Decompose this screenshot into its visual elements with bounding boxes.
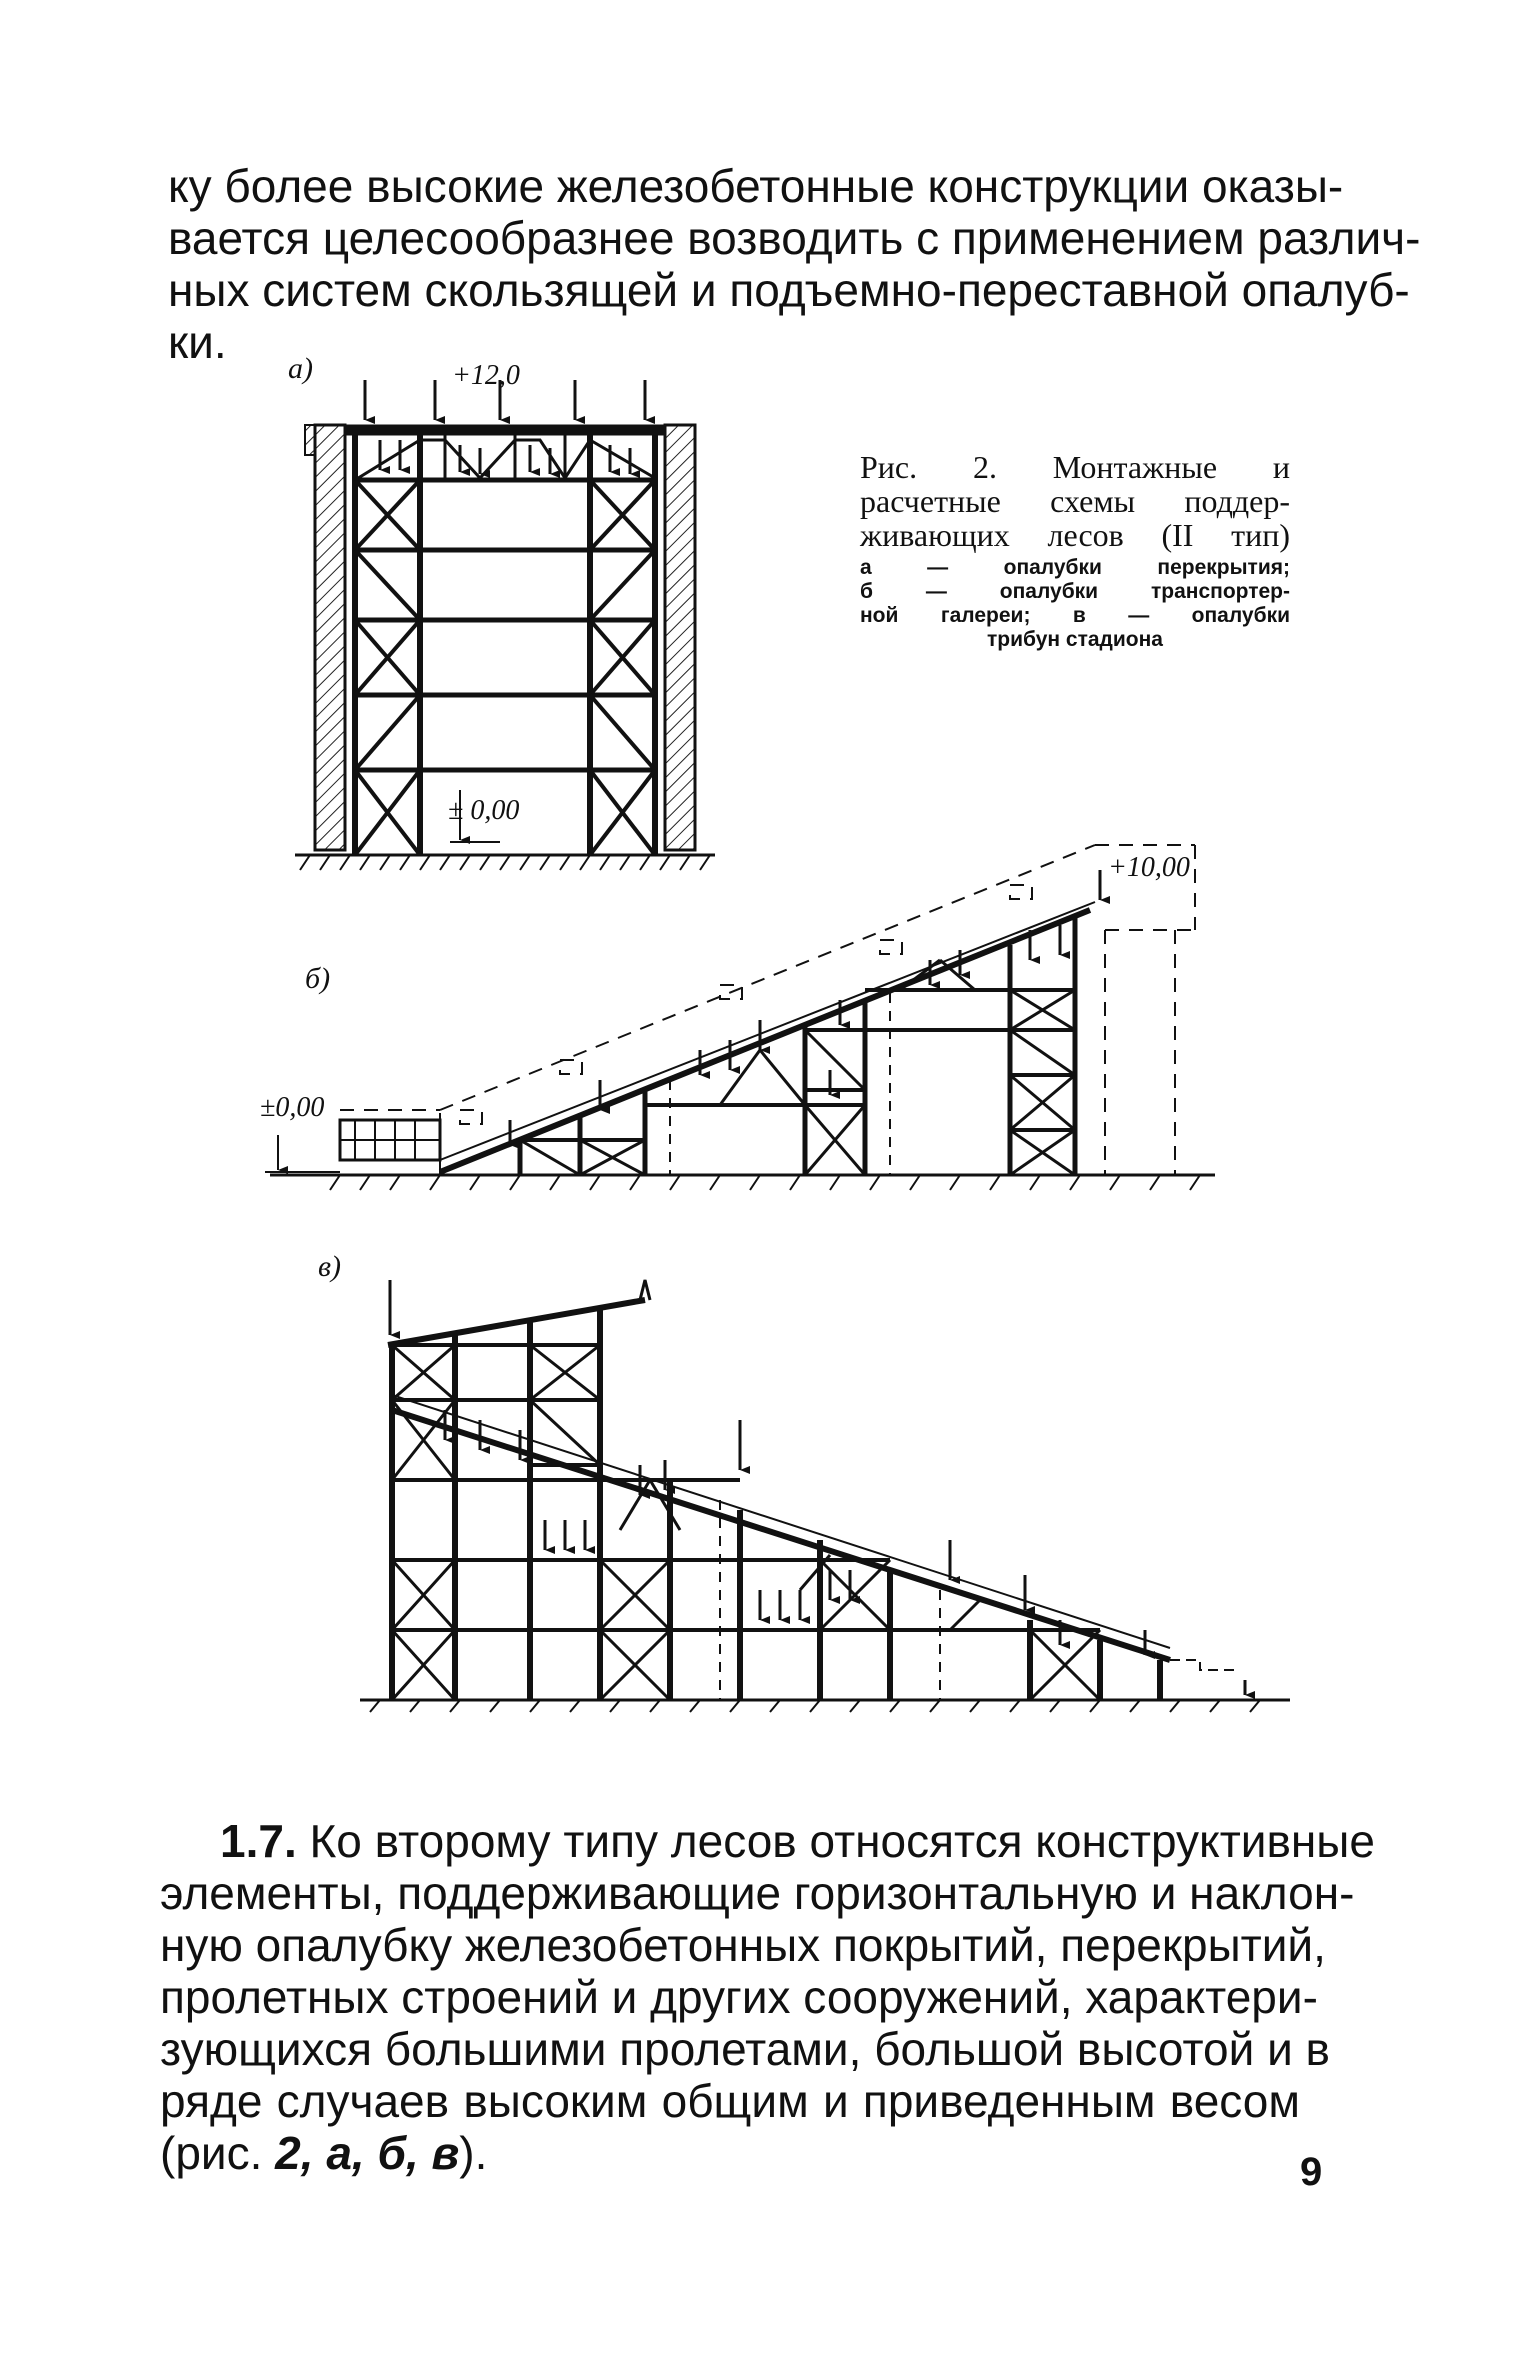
caption-line: живающих лесов (II тип) [860,517,1290,553]
caption-sub-line: ной галереи; в — опалубки [860,604,1290,627]
text-line: ку более высокие железобетонные конструкции оказы- [168,160,1344,212]
figure-reference: 2, а, б, в [275,2127,460,2179]
text-line: зующихся большими пролетами, большой высотой и в [160,2023,1330,2075]
caption-sub-line: а — опалубки перекрытия; [860,556,1290,579]
elevation-b-top: +10,00 [1108,852,1190,883]
text-line [160,2127,1300,2179]
ref-suffix: ). [459,2127,488,2179]
panel-label-b: б) [305,962,331,995]
page-number: 9 [1300,2150,1323,2194]
figure-c-scaffold [360,1280,1290,1712]
figure-caption [860,450,1290,652]
text-line: вается целесообразнее возводить с применением различ- [168,212,1421,264]
text-line [160,1815,1375,1867]
elevation-b-bottom: ±0,00 [260,1092,325,1123]
text-line: ряде случаев высоким общим и приведенным весом [160,2075,1300,2127]
text-line: элементы, поддерживающие горизонтальную и наклон- [160,1867,1355,1919]
caption-line: расчетные схемы поддер- [860,483,1290,519]
text-line-content: Ко второму типу лесов относятся конструктивные [296,1815,1375,1867]
text-line: ки. [168,316,227,368]
bottom-paragraph [160,1815,1375,2179]
section-number: 1.7. [220,1815,297,1867]
panel-label-c: в) [318,1250,342,1283]
text-line: пролетных строений и других сооружений, характери- [160,1971,1318,2023]
elevation-a-top: +12,0 [452,360,520,391]
elevation-a-bottom: ± 0,00 [448,795,520,826]
text-line: ных систем скользящей и подъемно-переставной опалуб- [168,264,1410,316]
text-line: ную опалубку железобетонных покрытий, перекрытий, [160,1919,1326,1971]
caption-sub-line: б — опалубки транспортер- [860,580,1290,603]
panel-label-a: а) [288,352,313,385]
figure-b-scaffold [265,845,1215,1190]
caption-line: Рис. 2. Монтажные и [860,449,1290,485]
ref-prefix: (рис. [160,2127,276,2179]
caption-sub-line: трибун стадиона [987,628,1163,651]
